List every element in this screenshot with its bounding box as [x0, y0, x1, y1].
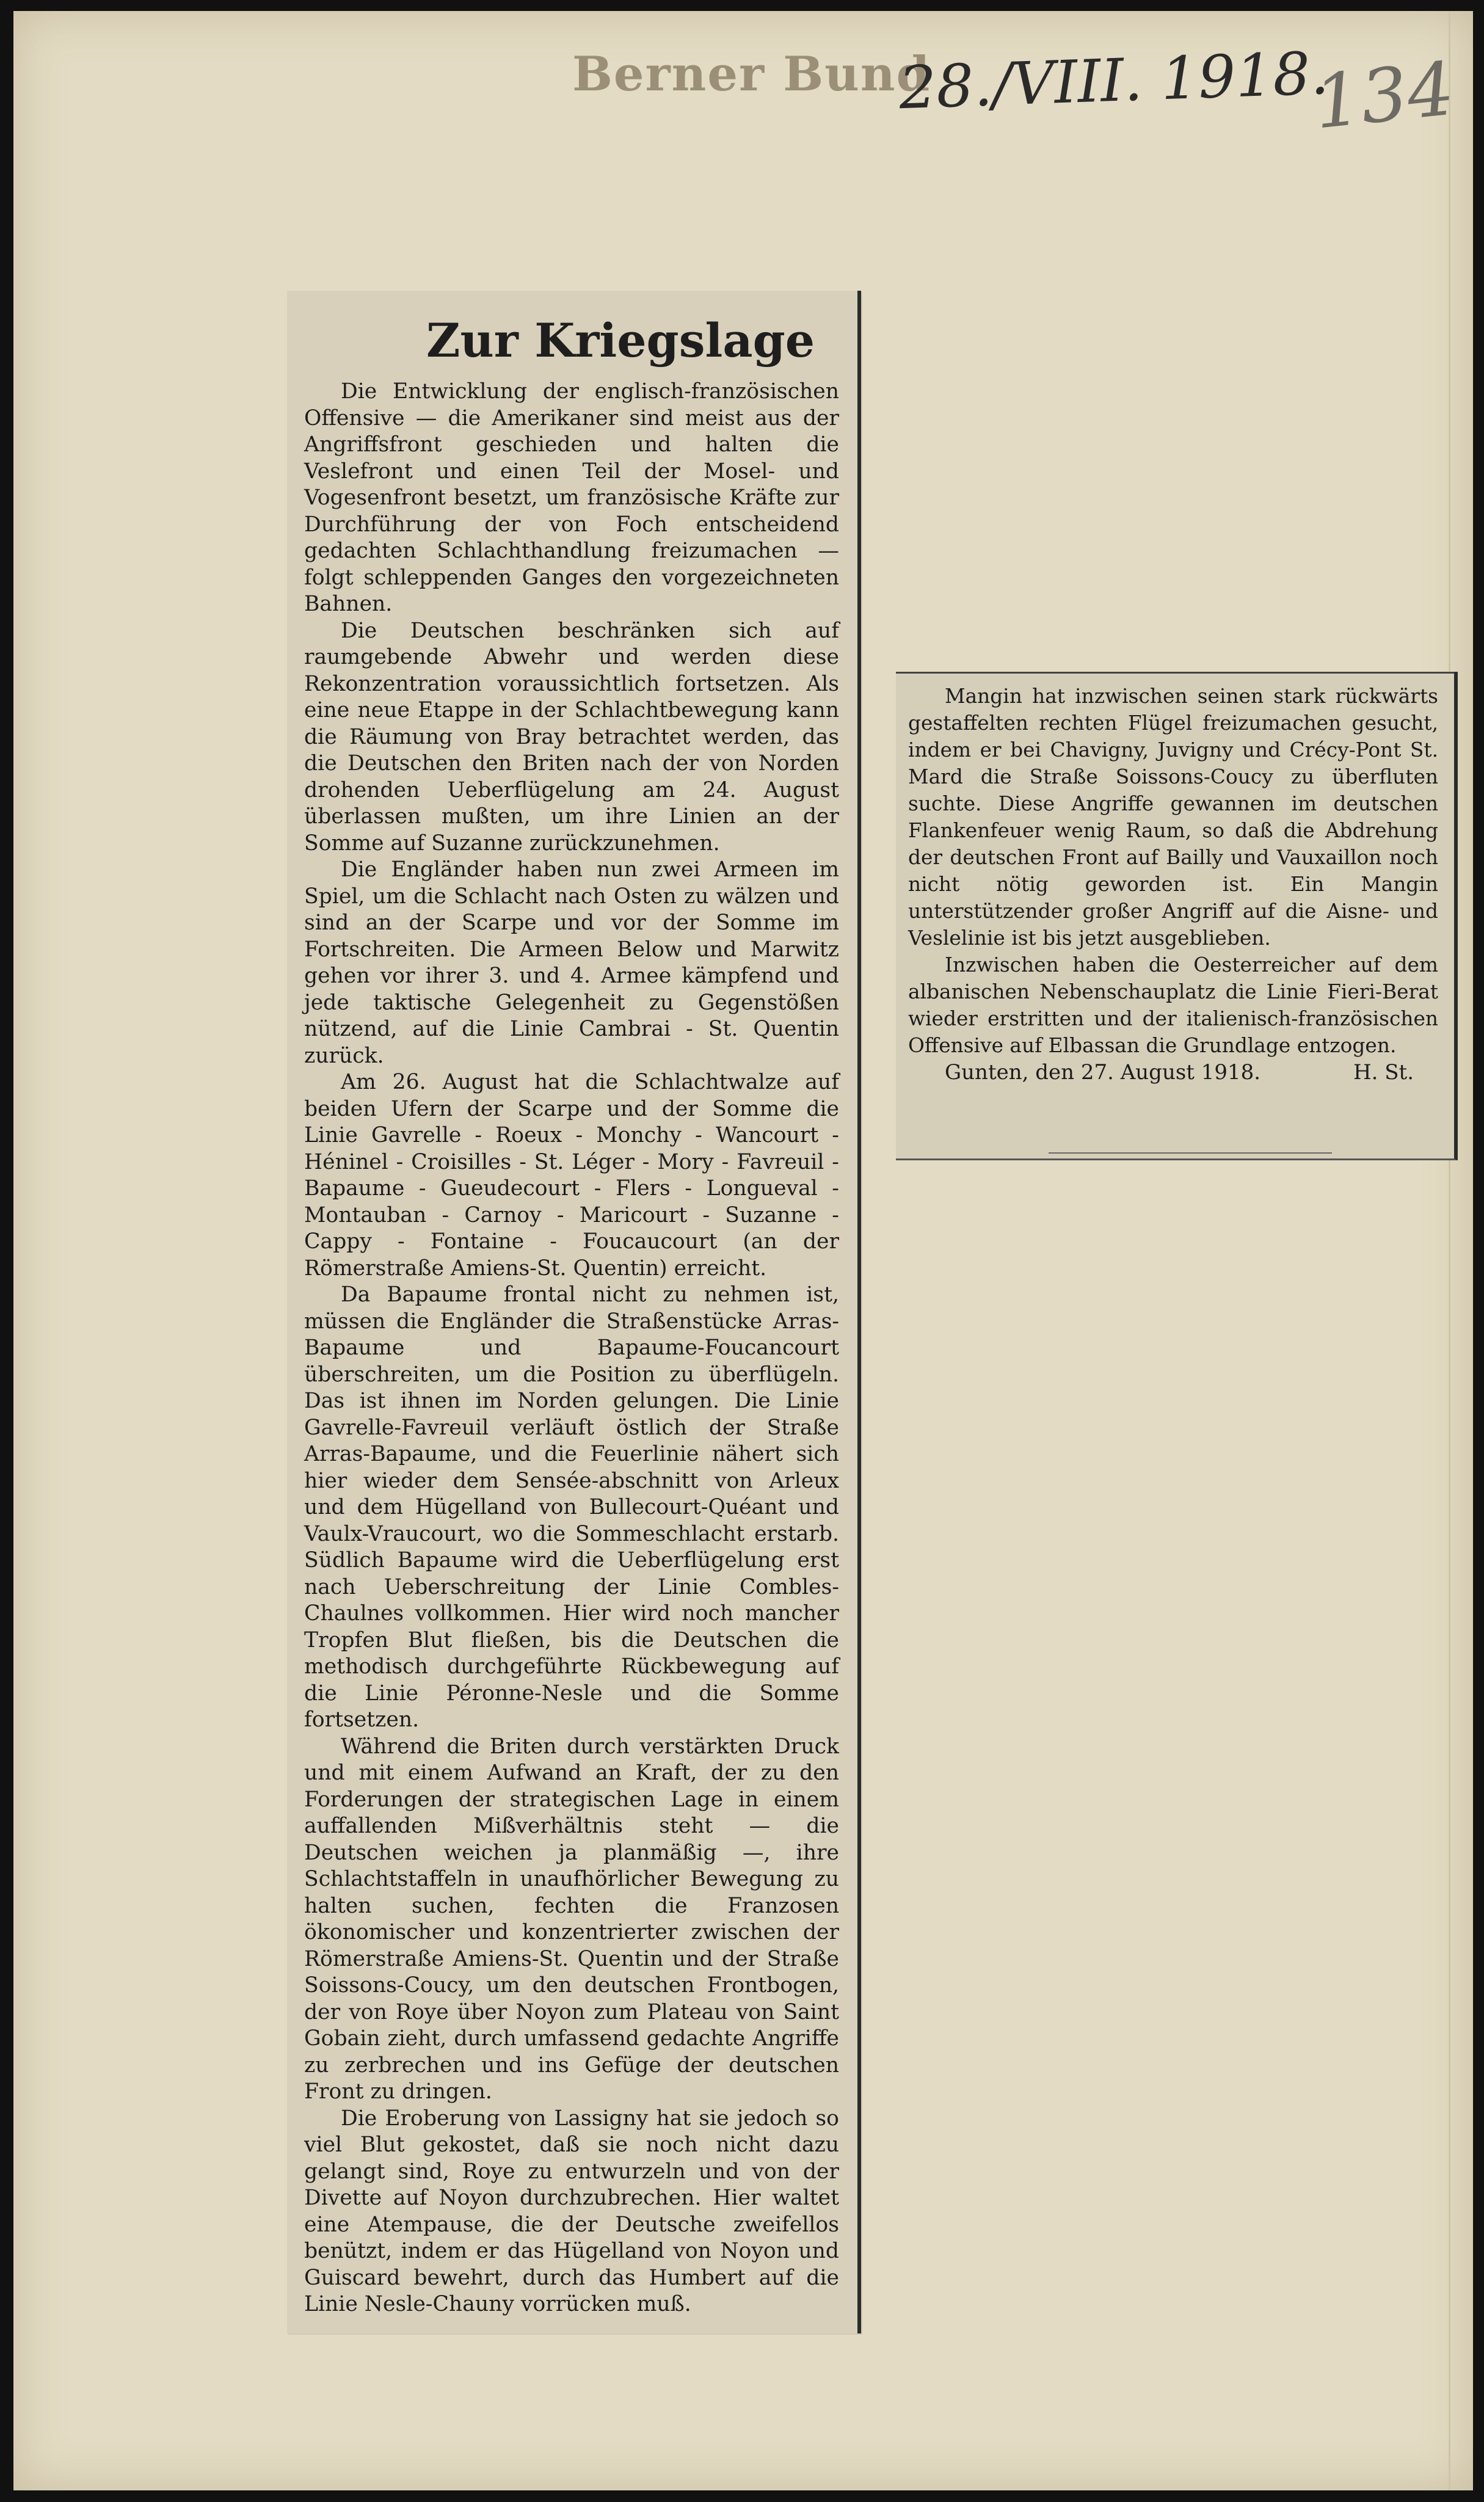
- archive-sheet: [13, 11, 1473, 2490]
- continuation-paragraph: Mangin hat inzwischen seinen stark rückwärts gestaffelten rechten Flügel freizumachen gesucht, indem er bei Chavigny, Juvigny und Crécy-Pont St. Mard die Straße Soissons-Coucy zu überfluten suchte. Diese Angriffe gewannen im deutschen Flankenfeuer wenig Raum, so daß die Abdrehung der deutschen Front auf Bailly und Vauxaillon noch nicht nötig geworden ist. Ein Mangin unterstützender großer Angriff auf die Aisne- und Veslelinie ist bis jetzt ausgeblieben.: [908, 685, 1438, 950]
- clipping-top-rule: [896, 672, 1454, 674]
- article-paragraph: Die Entwicklung der englisch-französischen Offensive — die Amerikaner sind meist aus der Angriffsfront geschieden und halten die Veslefront und einen Teil der Mosel- und Vogesenfront besetzt, um französische Kräfte zur Durchführung der von Foch entscheidend gedachten Schlachthandlung freizumachen — folgt schleppenden Ganges den vorgezeichneten Bahnen.: [304, 379, 839, 616]
- author-initials: H. St.: [1353, 1060, 1414, 1085]
- newspaper-stamp: Berner Bund: [572, 46, 931, 102]
- byline: [908, 1059, 1438, 1086]
- article-paragraph: Da Bapaume frontal nicht zu nehmen ist, müssen die Engländer die Straßenstücke Arras-Bapaume und Bapaume-Foucancourt überschreiten, um die Position zu überflügeln. Das ist ihnen im Norden gelungen. Die Linie Gavrelle-Favreuil verläuft östlich der Straße Arras-Bapaume, und die Feuerlinie nähert sich hier wieder dem Sensée-abschnitt von Arleux und dem Hügelland von Bullecourt-Quéant und Vaulx-Vraucourt, wo die Sommeschlacht erstarb. Südlich Bapaume wird die Ueberflügelung erst nach Ueberschreitung der Linie Combles-Chaulnes vollkommen. Hier wird noch mancher Tropfen Blut fließen, bis die Deutschen die methodisch durchgeführte Rückbewegung auf die Linie Péronne-Nesle und die Somme fortsetzen.: [304, 1282, 839, 1732]
- article-paragraph: Am 26. August hat die Schlachtwalze auf beiden Ufern der Scarpe und der Somme die Linie Gavrelle - Roeux - Monchy - Wancourt - Héninel - Croisilles - St. Léger - Mory - Favreuil - Bapaume - Gueudecourt - Flers - Longueval - Montauban - Carnoy - Maricourt - Suzanne - Cappy - Fontaine - Foucaucourt (an der Römerstraße Amiens-St. Quentin) erreicht.: [304, 1070, 839, 1281]
- handwritten-date: 28./VIII. 1918.: [898, 38, 1330, 123]
- article-paragraph: Die Deutschen beschränken sich auf raumgebende Abwehr und werden diese Rekonzentration voraussichtlich fortsetzen. Als eine neue Etappe in der Schlachtbewegung kann die Räumung von Bray betrachtet werden, das die Deutschen den Briten nach der von Norden drohenden Ueberflügelung am 24. August überlassen mußten, um ihre Linien an der Somme auf Suzanne zurückzunehmen.: [304, 618, 839, 856]
- end-rule: [1049, 1152, 1332, 1154]
- article-paragraph: Während die Briten durch verstärkten Druck und mit einem Aufwand an Kraft, der zu den Forderungen der strategischen Lage in einem auffallenden Mißverhältnis steht — die Deutschen weichen ja planmäßig —, ihre Schlachtstaffeln in unaufhörlicher Bewegung zu halten suchen, fechten die Franzosen ökonomischer und konzentrierter zwischen der Römerstraße Amiens-St. Quentin und der Straße Soissons-Coucy, um den deutschen Frontbogen, der von Roye über Noyon zum Plateau von Saint Gobain zieht, durch umfassend gedachte Angriffe zu zerbrechen und ins Gefüge der deutschen Front zu dringen.: [304, 1734, 839, 2104]
- article-paragraph: Die Eroberung von Lassigny hat sie jedoch so viel Blut gekostet, daß sie noch nicht dazu gelangt sind, Roye zu entwurzeln und von der Divette auf Noyon durchzubrechen. Hier waltet eine Atempause, die der Deutsche zweifellos benützt, indem er das Hügelland von Noyon und Guiscard bewehrt, durch das Humbert auf die Linie Nesle-Chauny vorrücken muß.: [304, 2106, 839, 2316]
- continuation-clipping: [896, 672, 1458, 1160]
- sheet-edge: [1449, 11, 1450, 2490]
- article-paragraph: Die Engländer haben nun zwei Armeen im Spiel, um die Schlacht nach Osten zu wälzen und sind an der Scarpe und vor der Somme im Fortschreiten. Die Armeen Below und Marwitz gehen vor ihrer 3. und 4. Armee kämpfend und jede taktische Gelegenheit zu Gegenstößen nützend, auf die Linie Cambrai - St. Quentin zurück.: [304, 857, 839, 1068]
- continuation-paragraph: Inzwischen haben die Oesterreicher auf dem albanischen Nebenschauplatz die Linie Fieri-Berat wieder erstritten und der italienisch-französischen Offensive auf Elbassan die Grundlage entzogen.: [908, 953, 1438, 1057]
- folio-number: 134: [1310, 46, 1458, 146]
- article-clipping: [287, 291, 861, 2333]
- dateline: Gunten, den 27. August 1918.: [945, 1060, 1261, 1085]
- article-headline: Zur Kriegslage: [426, 313, 815, 368]
